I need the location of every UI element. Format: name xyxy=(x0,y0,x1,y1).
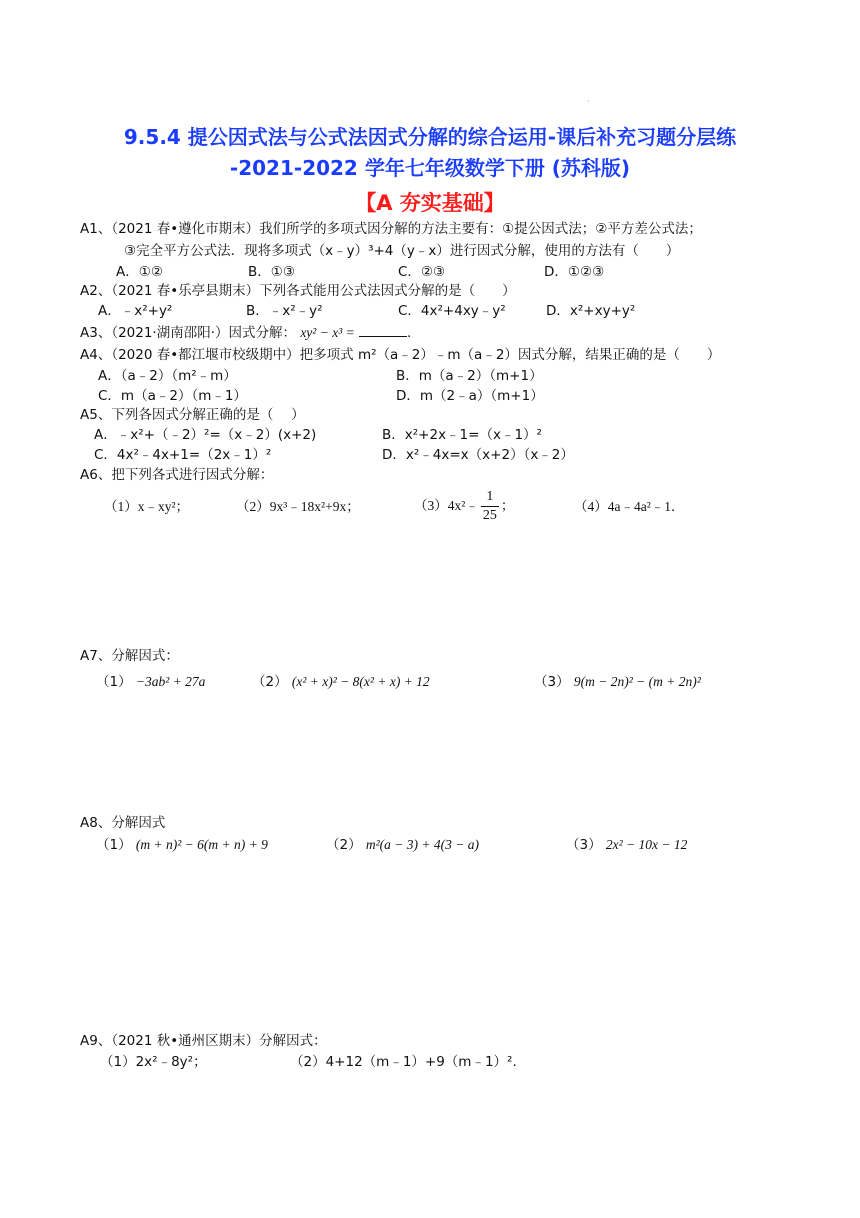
a7-item-1-label: （1） xyxy=(96,674,132,690)
a6-item-3-prefix: （3）4x²﹣ xyxy=(414,498,479,513)
a6-item-3-suffix: ； xyxy=(500,498,515,513)
a7-item-2-expr: (x² + x)² − 8(x² + x) + 12 xyxy=(291,674,430,689)
a5-option-a: A．﹣x²+（﹣2）²=（x﹣2）(x+2) xyxy=(94,427,317,443)
a6-item-2: （2）9x³﹣18x²+9x； xyxy=(236,499,360,514)
a7-item-1-expr: −3ab² + 27a xyxy=(135,674,206,689)
a3-period: . xyxy=(407,325,412,341)
question-a3 xyxy=(80,324,411,342)
a8-item-1-label: （1） xyxy=(96,837,132,853)
a9-item-1: （1）2x²﹣8y²； xyxy=(100,1054,207,1070)
question-a5-stem: A5、下列各因式分解正确的是（ ） xyxy=(80,407,305,423)
section-heading: 【A 夯实基础】 xyxy=(355,191,505,215)
decorative-dot: · xyxy=(587,97,590,106)
a4-option-b: B．m（a﹣2）（m+1） xyxy=(396,368,543,384)
a8-item-2 xyxy=(326,836,479,854)
question-a2-stem: A2、（2021 春•乐亭县期末）下列各式能用公式法因式分解的是（ ） xyxy=(80,283,516,299)
a8-item-1 xyxy=(96,836,268,854)
a6-item-4: （4）4a﹣4a²﹣1． xyxy=(574,499,685,514)
a6-fraction-denominator: 25 xyxy=(482,508,497,524)
a8-item-3-label: （3） xyxy=(566,837,602,853)
a6-item-1: （1）x﹣xy²； xyxy=(104,499,190,514)
a8-item-2-expr: m²(a − 3) + 4(3 − a) xyxy=(365,837,479,852)
a1-option-b: B．①③ xyxy=(248,264,295,280)
a7-item-2-label: （2） xyxy=(252,674,288,690)
a6-fraction xyxy=(481,488,499,525)
a2-option-d: D．x²+xy+y² xyxy=(546,303,636,319)
a1-option-d: D．①②③ xyxy=(544,264,605,280)
a3-expression: xy² − x³ = xyxy=(300,325,355,340)
a4-option-c: C．m（a﹣2）（m﹣1） xyxy=(98,388,247,404)
a7-item-3-label: （3） xyxy=(534,674,570,690)
a6-item-3 xyxy=(414,486,514,526)
a9-item-2: （2）4+12（m﹣1）+9（m﹣1）². xyxy=(290,1054,517,1070)
question-a4-stem: A4、（2020 春•都江堰市校级期中）把多项式 m²（a﹣2）﹣m（a﹣2）因式分解，结果正确的是（ ） xyxy=(80,347,721,363)
a4-option-a: A．（a﹣2）（m²﹣m） xyxy=(98,368,237,384)
a5-option-c: C．4x²﹣4x+1=（2x﹣1）² xyxy=(94,447,272,463)
a4-option-d: D．m（2﹣a）（m+1） xyxy=(396,388,544,404)
question-a1-line1: A1、（2021 春•遵化市期末）我们所学的多项式因分解的方法主要有：①提公因式法；②平方差公式法； xyxy=(80,221,702,237)
question-a6-stem: A6、把下列各式进行因式分解： xyxy=(80,467,274,483)
a8-item-2-label: （2） xyxy=(326,837,362,853)
a8-item-3-expr: 2x² − 10x − 12 xyxy=(605,837,688,852)
a7-item-3 xyxy=(534,673,701,691)
a3-stem: A3、（2021·湖南邵阳·）因式分解： xyxy=(80,325,297,341)
a2-option-b: B．﹣x²﹣y² xyxy=(246,303,323,319)
a1-option-c: C．②③ xyxy=(398,264,446,280)
document-title-line1: 9.5.4 提公因式法与公式法因式分解的综合运用-课后补充习题分层练 xyxy=(123,125,737,149)
a7-item-3-expr: 9(m − 2n)² − (m + 2n)² xyxy=(573,674,701,689)
a6-fraction-numerator: 1 xyxy=(481,488,499,507)
document-title-line2: -2021-2022 学年七年级数学下册 (苏科版) xyxy=(229,156,631,180)
a8-item-3 xyxy=(566,836,687,854)
a3-answer-blank xyxy=(359,324,407,337)
a2-option-a: A．﹣x²+y² xyxy=(98,303,173,319)
question-a7-stem: A7、分解因式： xyxy=(80,648,179,664)
a2-option-c: C．4x²+4xy﹣y² xyxy=(398,303,506,319)
question-a9-stem: A9、（2021 秋•通州区期末）分解因式： xyxy=(80,1033,327,1049)
a7-item-1 xyxy=(96,673,205,691)
a5-option-b: B．x²+2x﹣1=（x﹣1）² xyxy=(382,427,542,443)
a5-option-d: D．x²﹣4x=x（x+2）（x﹣2） xyxy=(382,447,574,463)
question-a1-line2: ③完全平方公式法．现将多项式（x﹣y）³+4（y﹣x）进行因式分解，使用的方法有（ ） xyxy=(124,243,680,259)
a1-option-a: A．①② xyxy=(116,264,163,280)
a8-item-1-expr: (m + n)² − 6(m + n) + 9 xyxy=(135,837,268,852)
question-a8-stem: A8、分解因式 xyxy=(80,815,166,831)
a7-item-2 xyxy=(252,673,430,691)
